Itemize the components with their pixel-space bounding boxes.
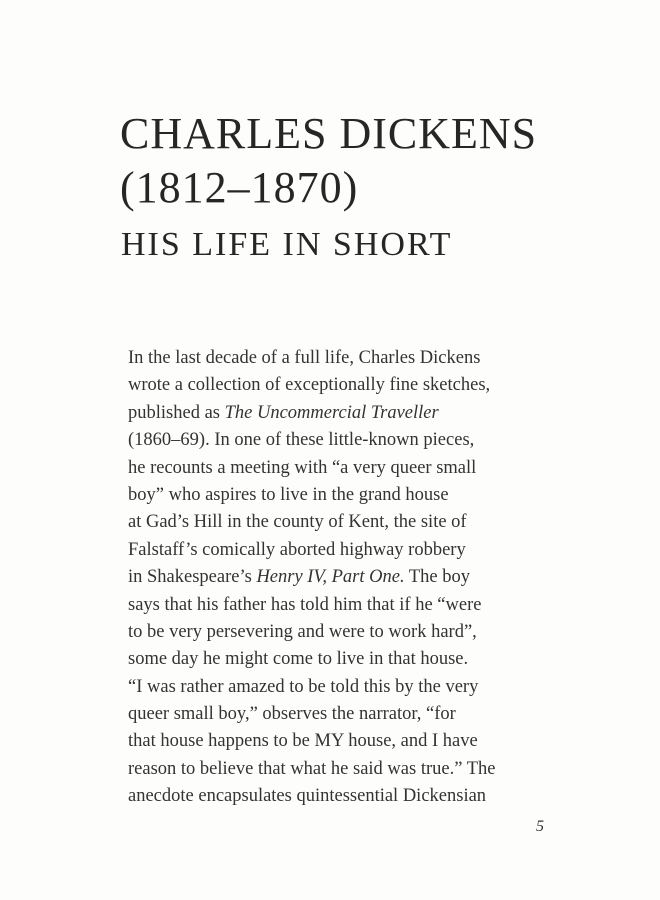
play-title-italic: Henry IV, Part One. [256, 567, 405, 588]
text-line: wrote a collection of exceptionally fine sketches, [128, 375, 491, 396]
text-line: (1860–69). In one of these little-known pieces, [128, 430, 475, 451]
text-line: “I was rather amazed to be told this by the very [128, 676, 479, 697]
text-line: anecdote encapsulates quintessential Dickensian [128, 786, 487, 807]
chapter-subtitle: HIS LIFE IN SHORT [121, 226, 453, 263]
body-paragraph [128, 345, 548, 811]
chapter-title: CHARLES DICKENS [120, 109, 538, 158]
text-line: at Gad’s Hill in the county of Kent, the site of [128, 512, 467, 533]
text-line: In the last decade of a full life, Charles Dickens [128, 348, 481, 368]
text-run: The boy [404, 567, 471, 588]
text-line: says that his father has told him that if he “were [128, 594, 482, 615]
text-run: published as [128, 402, 225, 423]
chapter-years: (1812–1870) [120, 163, 359, 212]
text-line: queer small boy,” observes the narrator, “for [128, 704, 456, 725]
text-line: some day he might come to live in that house. [128, 649, 469, 670]
text-line [128, 400, 548, 427]
text-line: that house happens to be MY house, and I have [128, 731, 478, 752]
book-title-italic: The Uncommercial Traveller [224, 402, 439, 423]
text-run: in Shakespeare’s [128, 567, 257, 588]
text-line [128, 564, 548, 591]
text-line: reason to believe that what he said was true.” The [128, 758, 496, 779]
page-number: 5 [536, 818, 544, 835]
text-line: boy” who aspires to live in the grand house [128, 484, 449, 505]
text-line: Falstaff’s comically aborted highway robbery [128, 539, 466, 560]
text-line: he recounts a meeting with “a very queer small [128, 457, 477, 478]
text-line: to be very persevering and were to work hard”, [128, 621, 477, 642]
